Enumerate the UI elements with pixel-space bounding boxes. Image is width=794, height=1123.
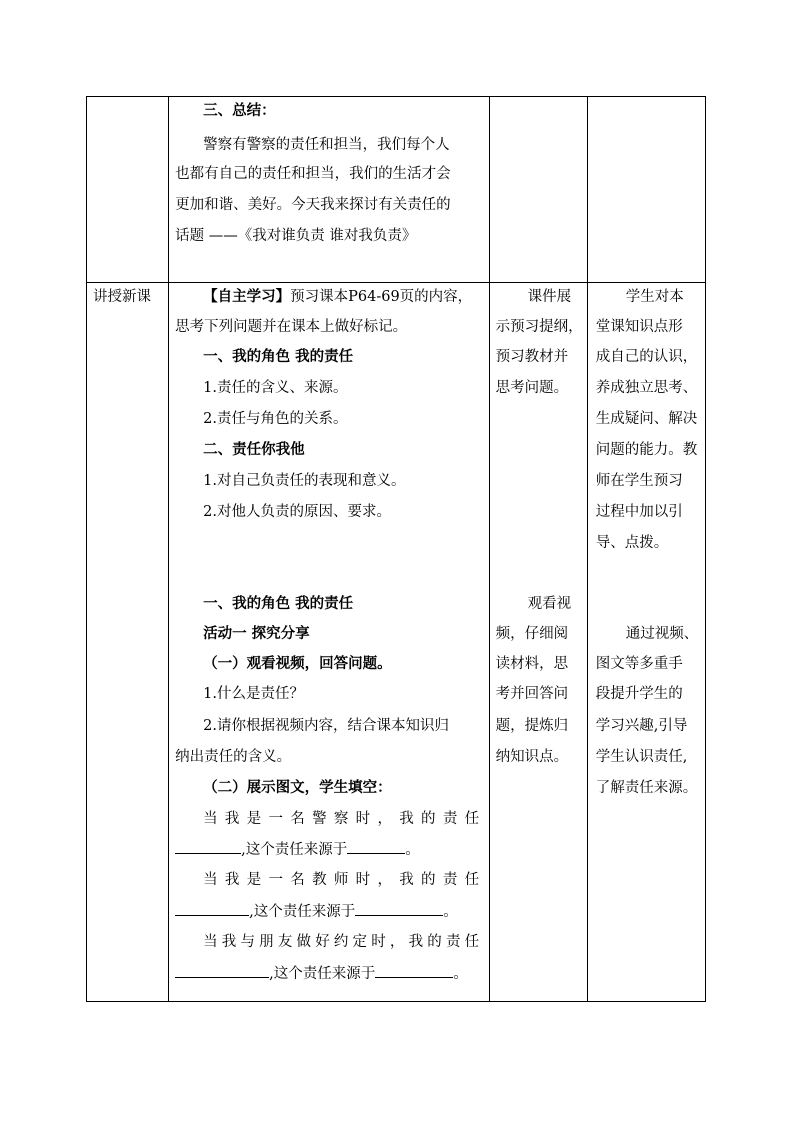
task1-item: 纳出责任的含义。 <box>175 749 292 765</box>
teacher-text: 频，仔细阅 <box>495 626 569 642</box>
fill-line <box>175 963 468 984</box>
fill-blank[interactable] <box>175 839 241 854</box>
fill-line-mid: ,这个责任来源于 <box>241 842 348 858</box>
section-label: 讲授新课 <box>93 289 151 305</box>
task1-title: （一）观看视频，回答问题。 <box>203 655 392 672</box>
purpose-text: 堂课知识点形 <box>595 319 683 335</box>
purpose-text: 导、点拨。 <box>595 535 669 551</box>
summary-purpose-cell <box>587 97 705 283</box>
part2-title: 二、责任你我他 <box>203 441 305 458</box>
purpose-text: 养成独立思考、 <box>595 380 698 396</box>
fill-line-prefix: 当我与朋友做好约定时，我的责任 <box>203 934 480 950</box>
purpose-text: 了解责任来源。 <box>595 780 698 796</box>
purpose-text: 段提升学生的 <box>595 686 683 702</box>
self-study-line: 思考下列问题并在课本上做好标记。 <box>175 319 408 335</box>
teacher-text: 考并回答问 <box>495 686 569 702</box>
fill-blank[interactable] <box>175 963 269 978</box>
fill-line-end: 。 <box>443 904 458 920</box>
summary-row <box>87 97 706 283</box>
fill-line-mid: ,这个责任来源于 <box>269 966 376 982</box>
purpose-text: 成自己的认识， <box>595 349 698 365</box>
summary-teacher-cell <box>489 97 587 283</box>
summary-row-label-cell <box>87 97 169 283</box>
summary-line: 更加和谐、美好。今天我来探讨有关责任的 <box>175 197 451 213</box>
task1-item: 1.什么是责任？ <box>203 686 304 702</box>
lesson-plan-table <box>86 96 706 1002</box>
part2-item: 1.对自己负责任的表现和意义。 <box>203 473 406 489</box>
teacher-text: 课件展 <box>527 289 572 305</box>
purpose-text: 学生对本 <box>625 289 684 305</box>
part1-title: 一、我的角色 我的责任 <box>203 348 354 365</box>
fill-line <box>175 839 420 860</box>
summary-line: 话题 ——《我对谁负责 谁对我负责》 <box>175 228 417 244</box>
summary-line: 警察有警察的责任和担当，我们每个人 <box>203 137 450 153</box>
fill-blank[interactable] <box>355 901 443 916</box>
fill-blank[interactable] <box>375 963 453 978</box>
content-cell <box>169 283 490 1002</box>
purpose-text: 师在学生预习 <box>595 473 683 489</box>
fill-blank[interactable] <box>175 901 249 916</box>
part1-item: 1.责任的含义、来源。 <box>203 380 348 396</box>
teacher-text: 题，提炼归 <box>495 718 569 734</box>
summary-content-cell <box>169 97 490 283</box>
teacher-text: 读材料，思 <box>495 656 569 672</box>
fill-line-prefix: 当我是一名教师时，我的责任 <box>203 872 480 888</box>
teacher-text: 观看视 <box>527 596 572 612</box>
purpose-text: 学生认识责任, <box>595 749 688 765</box>
fill-line <box>175 901 458 922</box>
purpose-text: 学习兴趣,引导 <box>595 718 688 734</box>
purpose-text: 图文等多重手 <box>595 656 683 672</box>
fill-blank[interactable] <box>347 839 405 854</box>
summary-line: 也都有自己的责任和担当，我们的生活才会 <box>175 166 451 182</box>
new-lesson-row <box>87 283 706 1002</box>
fill-line-end: 。 <box>405 842 420 858</box>
purpose-text: 问题的能力。教 <box>595 442 698 458</box>
teacher-text: 预习教材并 <box>495 349 569 365</box>
summary-heading: 三、总结： <box>203 102 276 119</box>
self-study-tag: 【自主学习】 <box>203 288 291 305</box>
purpose-text: 通过视频、 <box>625 626 699 642</box>
section-label-cell <box>87 283 169 1002</box>
self-study-line: 预习课本P64-69页的内容， <box>290 289 473 305</box>
teacher-text: 示预习提纲， <box>495 319 583 335</box>
fill-line-prefix: 当我是一名警察时，我的责任 <box>203 811 480 827</box>
task2-title: （二）展示图文，学生填空： <box>203 779 392 796</box>
activity-part-title: 一、我的角色 我的责任 <box>203 595 354 612</box>
teacher-text: 思考问题。 <box>495 380 569 396</box>
teacher-activity-cell <box>489 283 587 1002</box>
part2-item: 2.对他人负责的原因、要求。 <box>203 504 391 520</box>
design-purpose-cell <box>587 283 705 1002</box>
task1-item: 2.请你根据视频内容，结合课本知识归 <box>203 718 449 734</box>
purpose-text: 过程中加以引 <box>595 504 683 520</box>
fill-line-mid: ,这个责任来源于 <box>249 904 356 920</box>
teacher-text: 纳知识点。 <box>495 749 569 765</box>
activity-title: 活动一 探究分享 <box>203 625 310 642</box>
purpose-text: 生成疑问、解决 <box>595 411 698 427</box>
fill-line-end: 。 <box>453 966 468 982</box>
part1-item: 2.责任与角色的关系。 <box>203 411 348 427</box>
